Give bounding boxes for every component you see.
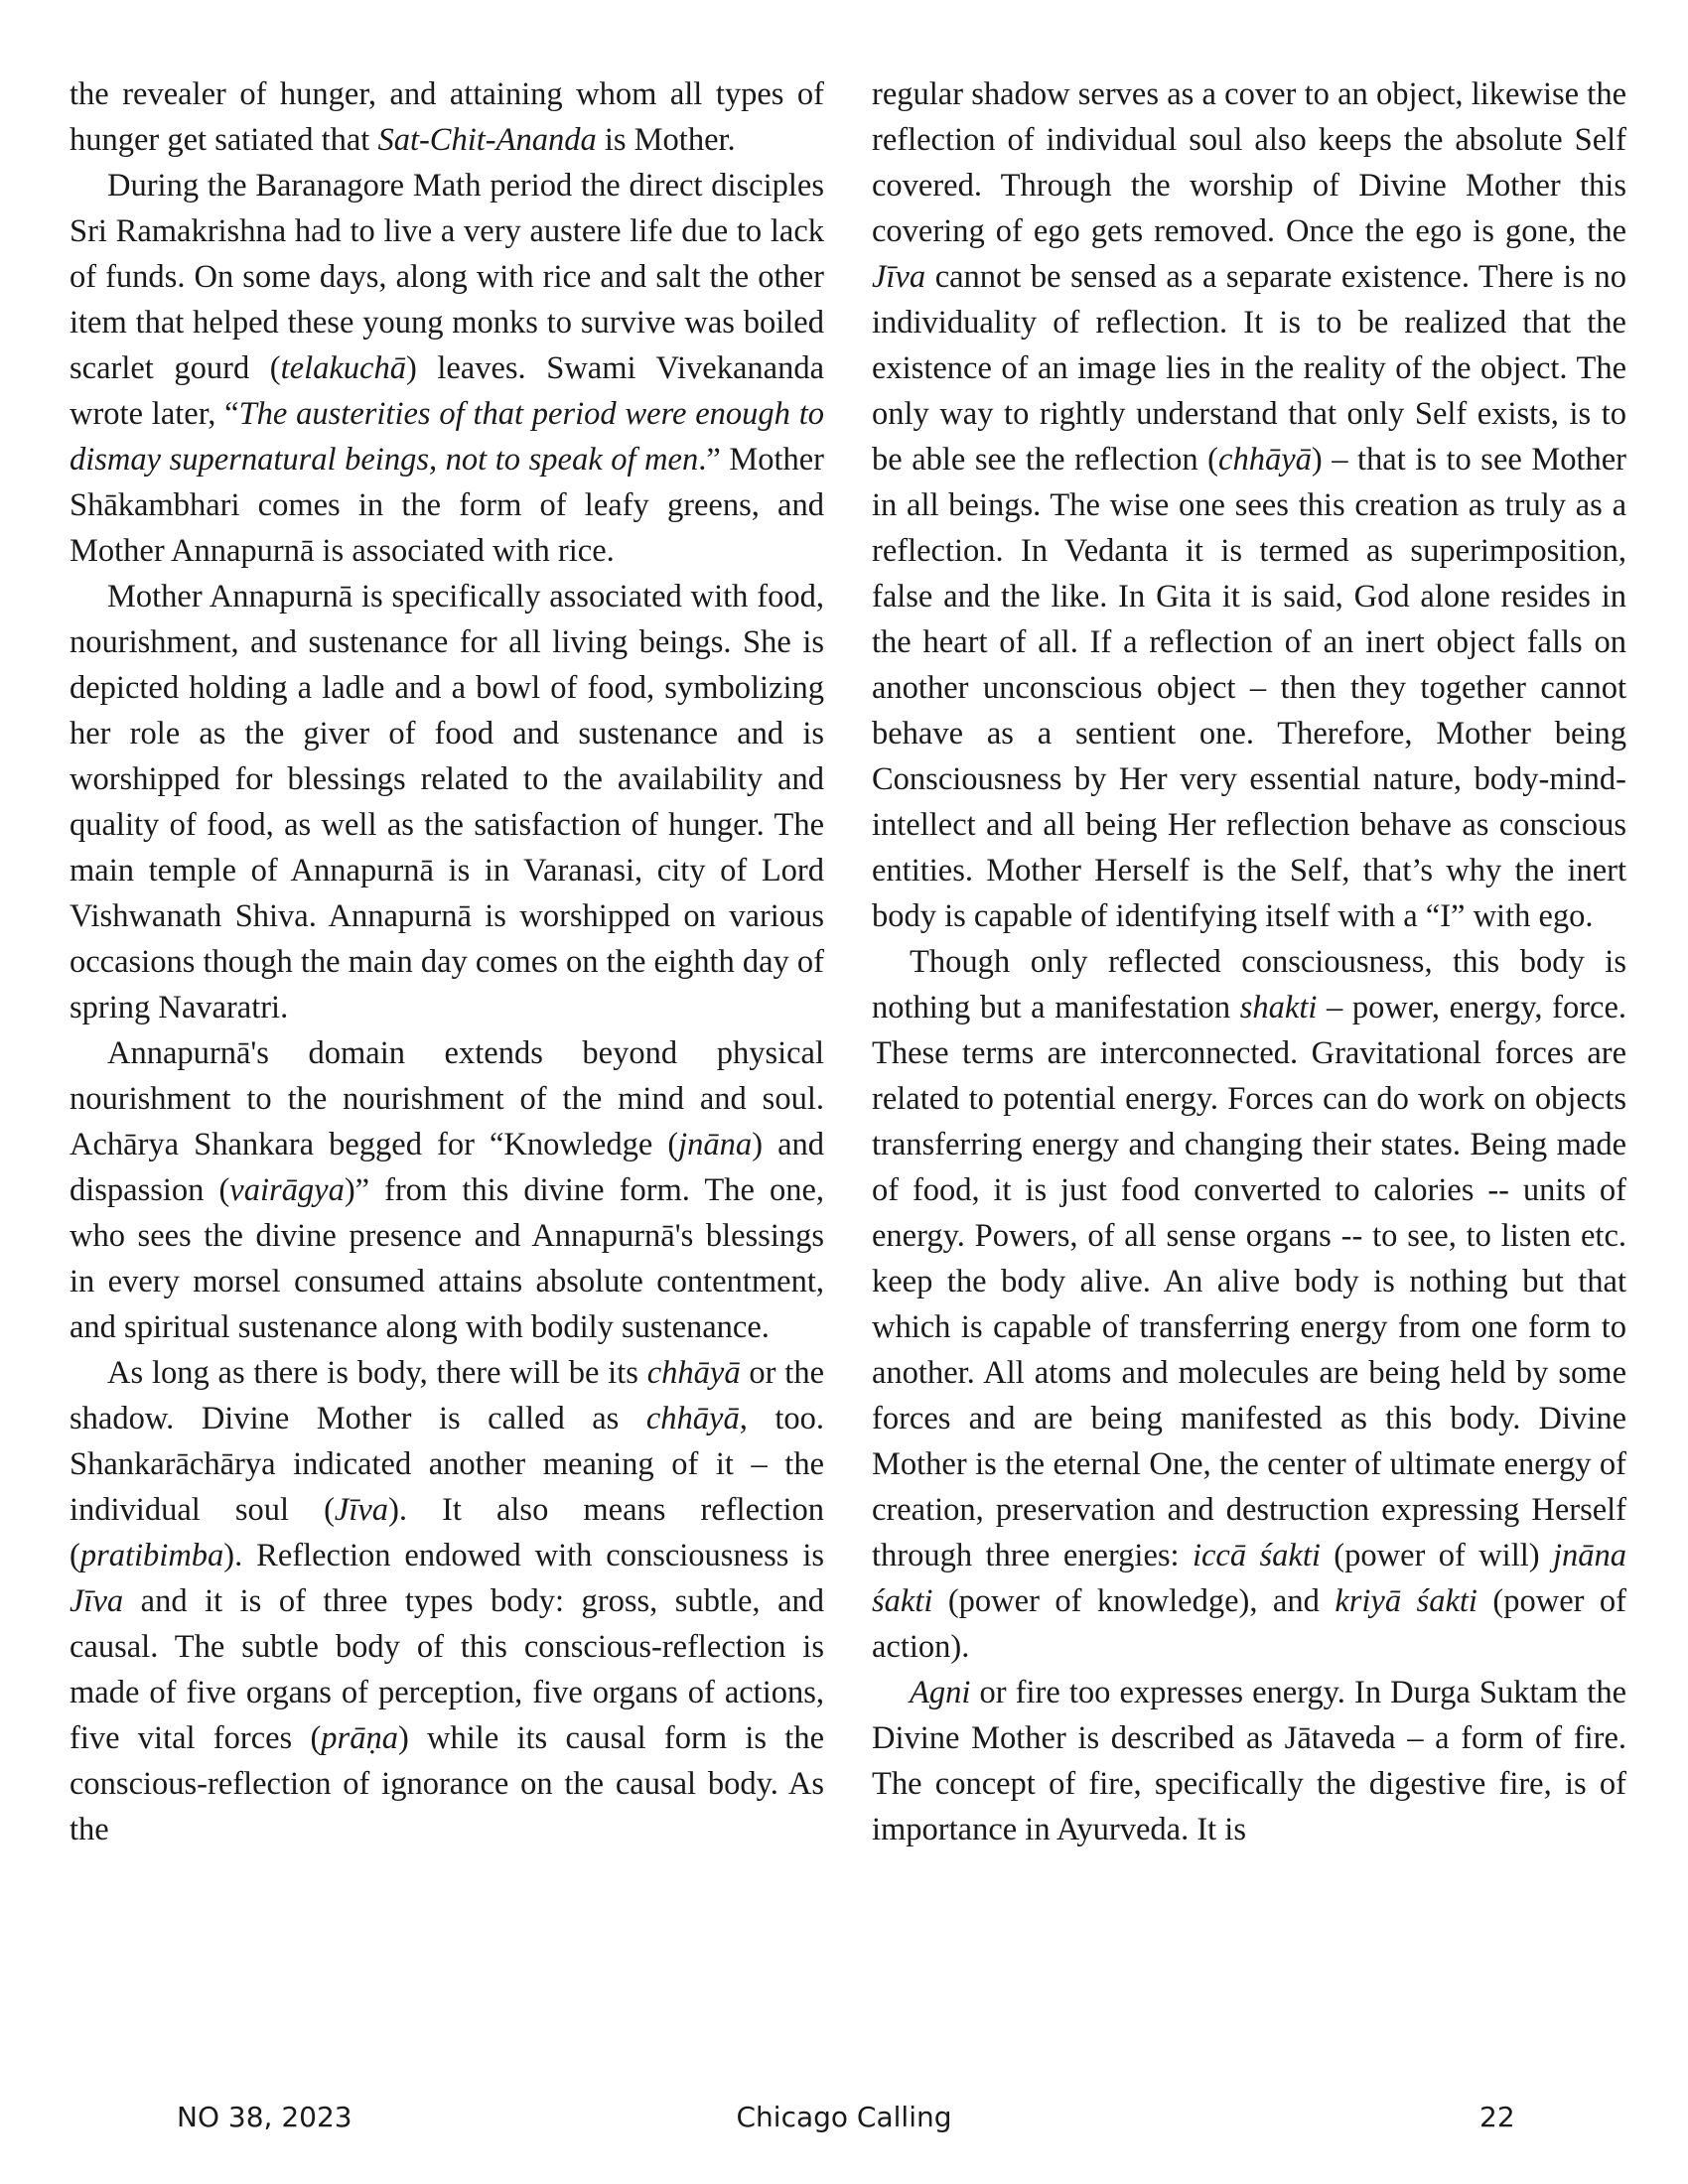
- italic-term: pratibimba: [79, 1538, 224, 1573]
- issue-number: NO 38, 2023: [177, 2101, 352, 2133]
- italic-term: Jīva: [334, 1492, 389, 1528]
- page-number: 22: [1479, 2101, 1515, 2133]
- paragraph: Annapurnā's domain extends beyond physical nourishment to the nourishment of the mind and soul. Achārya Shankara begged for “Knowledge (jnāna) and dispassion (vairāgya)” from this divine form. The one, who sees the divine presence and Annapurnā's blessings in every morsel consumed attains absolute contentment, and spiritual sustenance along with bodily sustenance.: [70, 1035, 825, 1345]
- italic-term: prāṇa: [321, 1720, 398, 1756]
- italic-term: jnāna: [678, 1127, 753, 1162]
- paragraph: Mother Annapurnā is specifically associated with food, nourishment, and sustenance for all living beings. She is depicted holding a ladle and a bowl of food, symbolizing her role as the giver of food and sustenance and is worshipped for blessings related to the availability and quality of food, as well as the satisfaction of hunger. The main temple of Annapurnā is in Varanasi, city of Lord Vishwanath Shiva. Annapurnā is worshipped on various occasions though the main day comes on the eighth day of spring Navaratri.: [70, 579, 824, 1025]
- italic-term: chhāyā: [645, 1401, 740, 1436]
- page-footer: [0, 2101, 1688, 2140]
- paragraph: the revealer of hunger, and attaining whom all types of hunger get satiated that Sat-Chit-Ananda is Mother.: [70, 76, 824, 158]
- italic-term: Jīva: [872, 259, 926, 295]
- left-column: [70, 71, 824, 1852]
- italic-term: Jīva: [70, 1583, 124, 1619]
- italic-term: Agni: [910, 1675, 971, 1710]
- paragraph: regular shadow serves as a cover to an object, likewise the reflection of individual soul also keeps the absolute Self covered. Through the worship of Divine Mother this covering of ego gets removed. Once the ego is gone, the Jīva cannot be sensed as a separate existence. There is no individuality of reflection. It is to be realized that the existence of an image lies in the reality of the object. The only way to rightly understand that only Self exists, is to be able see the reflection (chhāyā) – that is to see Mother in all beings. The wise one sees this creation as truly as a reflection. In Vedanta it is termed as superimposition, false and the like. In Gita it is said, God alone resides in the heart of all. If a reflection of an inert object falls on another unconscious object – then they together cannot behave as a sentient one. Therefore, Mother being Consciousness by Her very essential nature, body-mind-intellect and all being Her reflection behave as conscious entities. Mother Herself is the Self, that’s why the inert body is capable of identifying itself with a “I” with ego.: [872, 76, 1627, 934]
- paragraph: Agni or fire too expresses energy. In Durga Suktam the Divine Mother is described as Jātaveda – a form of fire. The concept of fire, specifically the digestive fire, is of importance in Ayurveda. It is: [872, 1675, 1626, 1847]
- italic-term: telakuchā: [280, 350, 406, 386]
- italic-term: Sat-Chit-Ananda: [377, 122, 597, 158]
- paragraph: Though only reflected consciousness, this body is nothing but a manifestation shakti – power, energy, force. These terms are interconnected. Gravitational forces are related to potential energy. Forces can do work on objects transferring energy and changing their states. Being made of food, it is just food converted to calories -- units of energy. Powers, of all sense organs -- to see, to listen etc. keep the body alive. An alive body is nothing but that which is capable of transferring energy from one form to another. All atoms and molecules are being held by some forces and are being manifested as this body. Divine Mother is the eternal One, the center of ultimate energy of creation, preservation and destruction expressing Herself through three energies: iccā śakti (power of will) jnāna śakti (power of knowledge), and kriyā śakti (power of action).: [872, 944, 1627, 1665]
- italic-term: chhāyā: [646, 1355, 741, 1391]
- italic-term: shakti: [1239, 990, 1318, 1025]
- right-column: [872, 71, 1626, 1852]
- paragraph: During the Baranagore Math period the direct disciples Sri Ramakrishna had to live a very austere life due to lack of funds. On some days, along with rice and salt the other item that helped these young monks to survive was boiled scarlet gourd (telakuchā) leaves. Swami Vivekananda wrote later, “The austerities of that period were enough to dismay supernatural beings, not to speak of men.” Mother Shākambhari comes in the form of leafy greens, and Mother Annapurnā is associated with rice.: [70, 168, 825, 569]
- italic-term: iccā śakti: [1192, 1538, 1321, 1573]
- italic-term: The austerities of that period were enough to dismay supernatural beings, not to speak of men: [70, 396, 824, 478]
- italic-term: jnāna śakti: [872, 1538, 1627, 1619]
- paragraph: As long as there is body, there will be its chhāyā or the shadow. Divine Mother is called as chhāyā, too. Shankarāchārya indicated another meaning of it – the individual soul (Jīva). It also means reflection (pratibimba). Reflection endowed with consciousness is Jīva and it is of three types body: gross, subtle, and causal. The subtle body of this conscious-reflection is made of five organs of perception, five organs of actions, five vital forces (prāṇa) while its causal form is the conscious-reflection of ignorance on the causal body. As the: [70, 1355, 824, 1847]
- italic-term: chhāyā: [1218, 442, 1312, 478]
- italic-term: vairāgya: [229, 1172, 345, 1208]
- italic-term: kriyā śakti: [1335, 1583, 1477, 1619]
- publication-title: Chicago Calling: [736, 2101, 952, 2133]
